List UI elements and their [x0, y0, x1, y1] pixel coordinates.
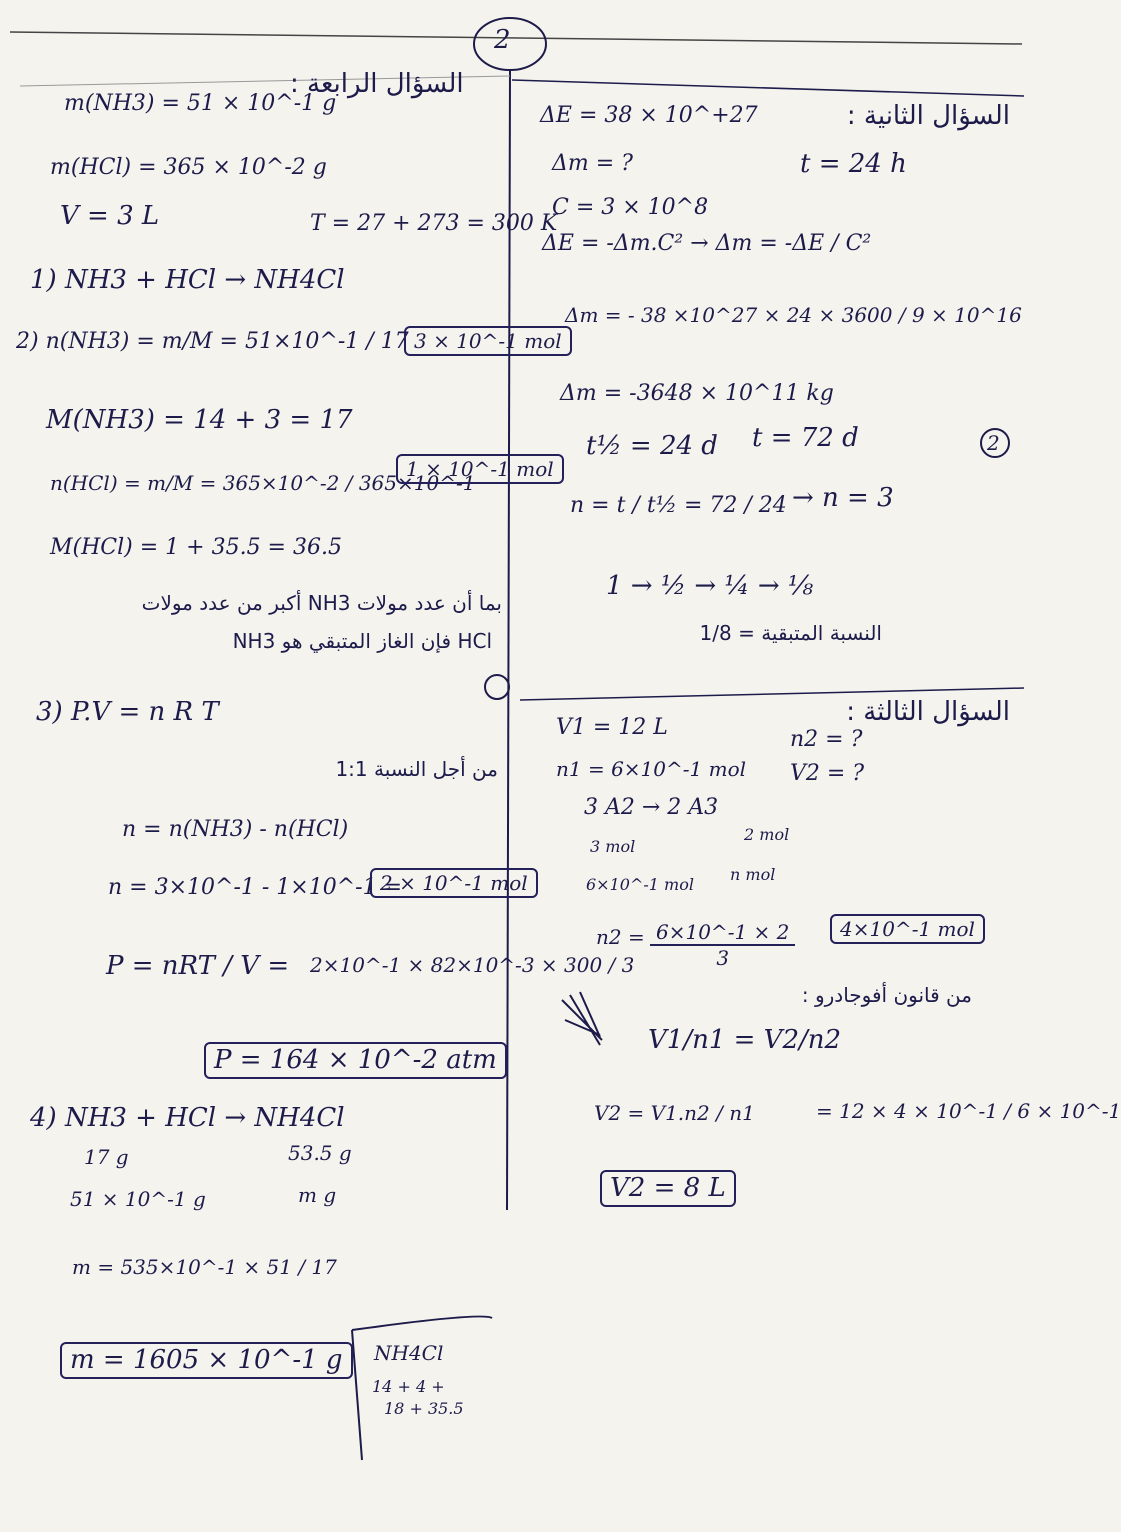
q2-title: السؤال الثانية : [846, 101, 1010, 131]
q4-pressure-calc: 2×10^-1 × 82×10^-3 × 300 / 3 [310, 953, 635, 977]
q3-n2-label: n2 = [596, 925, 645, 949]
q4-n-result: 2 × 10^-1 mol [370, 868, 538, 898]
side-note-title: NH4Cl [374, 1341, 444, 1365]
q2-decay-chain: 1 → ½ → ¼ → ⅛ [606, 571, 814, 601]
column-divider [507, 70, 510, 1210]
q3-n2-denominator: 3 [716, 946, 730, 970]
q4-molar-mass-hcl: M(HCl) = 1 + 35.5 = 36.5 [50, 535, 342, 560]
q4-n-hcl-result: 1 × 10^-1 mol [396, 454, 564, 484]
q4-n-hcl: n(HCl) = m/M = 365×10^-2 / 365×10^-1 [50, 471, 476, 495]
q3-mol-a: 3 mol [590, 837, 636, 856]
q4-mass-unknown: m g [298, 1183, 337, 1207]
q2-n-result: → n = 3 [792, 483, 894, 513]
q3-mol-b: 2 mol [744, 825, 790, 844]
q3-n2-fraction [650, 920, 795, 970]
q2-item-number: 2 [987, 431, 1000, 455]
q3-v2-result: V2 = 8 L [600, 1170, 736, 1207]
q4-molar-17g: 17 g [84, 1145, 129, 1169]
q4-mass-result: m = 1605 × 10^-1 g [60, 1342, 353, 1379]
q4-molar-mass-nh3: M(NH3) = 14 + 3 = 17 [46, 405, 353, 435]
q4-temperature: T = 27 + 273 = 300 K [310, 211, 558, 236]
q2-n-equation: n = t / t½ = 72 / 24 [570, 493, 787, 518]
q3-n2-result: 4×10^-1 mol [830, 914, 985, 944]
q4-volume: V = 3 L [60, 201, 160, 231]
q3-avogadro-note: من قانون أفوجادرو : [801, 983, 972, 1007]
q4-n-calc: n = 3×10^-1 - 1×10^-1 = [108, 875, 403, 900]
q3-v2-calc: = 12 × 4 × 10^-1 / 6 × 10^-1 [816, 1099, 1121, 1123]
q4-n-nh3: 2) n(NH3) = m/M = 51×10^-1 / 17 [16, 329, 409, 354]
q4-ratio-note: من أجل النسبة 1:1 [335, 757, 498, 781]
q3-title: السؤال الثالثة : [846, 697, 1010, 727]
q2-time: t = 24 h [800, 149, 907, 179]
q4-molar-535g: 53.5 g [288, 1141, 352, 1165]
q3-reaction: 3 A2 → 2 A3 [584, 795, 719, 820]
q4-m-nh3: m(NH3) = 51 × 10^-1 g [64, 91, 337, 116]
q2-remaining-ratio: النسبة المتبقية = 1/8 [699, 621, 882, 645]
q4-mass-nh3: 51 × 10^-1 g [70, 1187, 206, 1211]
q4-mass-calc: m = 535×10^-1 × 51 / 17 [72, 1255, 337, 1279]
side-note-line2: 18 + 35.5 [384, 1399, 464, 1418]
top-rule [10, 32, 1022, 44]
q2-delta-e: ΔE = 38 × 10^+27 [540, 103, 758, 128]
page-number: 2 [494, 25, 511, 55]
q3-mol-d: n mol [730, 865, 776, 884]
scribble-mark-2 [562, 992, 602, 1045]
q4-note-line2: HCl فإن الغاز المتبقي هو NH3 [232, 629, 492, 653]
q4-title: السؤال الرابعة : [290, 69, 464, 99]
q4-part3-law: 3) P.V = n R T [36, 697, 219, 727]
right-top-rule [512, 80, 1024, 96]
q4-pressure-result: P = 164 × 10^-2 atm [204, 1042, 507, 1079]
q2-total-time: t = 72 d [752, 423, 859, 453]
q2-dm-result: Δm = -3648 × 10^11 kg [560, 381, 834, 406]
q4-part1-reaction: 1) NH3 + HCl → NH4Cl [30, 265, 345, 295]
q4-n-nh3-result: 3 × 10^-1 mol [404, 326, 572, 356]
q4-n-difference: n = n(NH3) - n(HCl) [122, 817, 349, 842]
q4-pressure-eq: P = nRT / V = [106, 951, 290, 981]
q2-delta-m: Δm = ? [552, 151, 633, 176]
q3-n2-question: n2 = ? [790, 727, 863, 752]
q3-v2-equation: V2 = V1.n2 / n1 [594, 1101, 755, 1125]
q2-half-life: t½ = 24 d [586, 431, 718, 461]
side-note-line1: 14 + 4 + [372, 1377, 445, 1396]
q3-mol-c: 6×10^-1 mol [586, 875, 694, 894]
q3-v1: V1 = 12 L [556, 715, 668, 740]
scribble-mark [485, 675, 509, 699]
q3-v2-question: V2 = ? [790, 761, 865, 786]
q2-relation: ΔE = -Δm.C² → Δm = -ΔE / C² [542, 231, 872, 256]
q4-note-line1: بما أن عدد مولات NH3 أكبر من عدد مولات [141, 591, 502, 615]
q4-part4-reaction: 4) NH3 + HCl → NH4Cl [30, 1103, 345, 1133]
q2-dm-calc: Δm = - 38 ×10^27 × 24 × 3600 / 9 × 10^16 [565, 303, 1022, 327]
q3-n1: n1 = 6×10^-1 mol [556, 757, 747, 781]
q3-volume-ratio: V1/n1 = V2/n2 [648, 1025, 842, 1055]
q3-n2-numerator: 6×10^-1 × 2 [650, 920, 795, 946]
q2-c: C = 3 × 10^8 [552, 195, 709, 220]
q4-m-hcl: m(HCl) = 365 × 10^-2 g [50, 155, 327, 180]
